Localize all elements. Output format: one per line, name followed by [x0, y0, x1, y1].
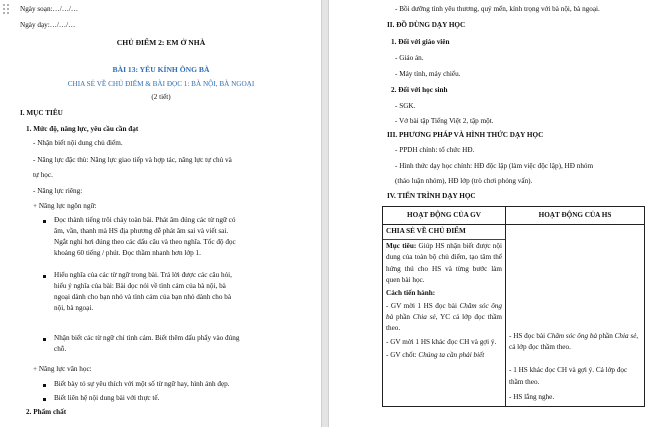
subsection-hoc-sinh: 2. Đối với học sinh — [391, 86, 448, 94]
hs-step: - HS lắng nghe. — [509, 392, 555, 401]
text-line: tự học. — [33, 171, 53, 179]
bullet-icon — [43, 275, 46, 278]
lesson-subtitle: CHIA SẺ VỀ CHỦ ĐIỂM & BÀI ĐỌC 1: BÀ NỘI, BÀ NGOẠI — [67, 80, 255, 88]
line: âm, vần, thanh mà HS địa phương dễ phát âm sai và viết sai. — [54, 227, 229, 236]
line: Ngắt nghỉ hơi đúng theo các dấu câu và theo nghĩa. Tốc độ đọc — [54, 238, 236, 247]
gv-step: - GV mời 1 HS khác đọc CH và gợi ý. — [386, 337, 497, 346]
bullet-item — [54, 333, 314, 355]
subsection-pham-chat: 2. Phẩm chất — [26, 408, 67, 416]
cach-tien-hanh-label: Cách tiến hành: — [386, 288, 436, 297]
subsection-nang-luc: 1. Mức độ, năng lực, yêu cầu cần đạt — [26, 125, 139, 133]
bullet-item: Biết bày tỏ sự yêu thích với một số từ ngữ hay, hình ảnh đẹp. — [54, 380, 230, 388]
lesson-plan-table — [382, 206, 645, 407]
muc-tieu-label: Mục tiêu: — [386, 242, 417, 251]
line: hiểu ý nghĩa của bài: Bài đọc nói về tình cảm của bà nội, bà — [54, 282, 226, 291]
text-line: - SGK. — [395, 102, 416, 110]
t: phần — [597, 332, 615, 341]
text-line: + Năng lực ngôn ngữ: — [33, 202, 97, 210]
ngay-day: Ngày dạy:…/…/… — [20, 21, 76, 29]
t: Chăm sóc ông bà — [546, 332, 598, 341]
hs-step: - 1 HS khác đọc CH và gợi ý. Cả lớp đọc thầm theo. — [509, 366, 628, 386]
text-line: - Năng lực đặc thù: Năng lực giao tiếp và hợp tác, năng lực tự chủ và — [33, 156, 232, 164]
text-line: - Giáo án. — [395, 54, 424, 62]
gv-cell — [383, 225, 506, 407]
t: - HS đọc bài — [509, 332, 547, 341]
muc-tieu-text: Giúp HS nhận biết được nội dung của toàn bộ chủ điểm, tạo tâm thế hứng thú cho HS và từng bước làm quen bài học. — [386, 242, 502, 284]
line: khoảng 60 tiếng / phút. Đọc thầm nhanh hơn lớp 1. — [54, 249, 201, 258]
t: - GV mời 1 HS đọc bài — [386, 302, 460, 311]
hs-cell — [506, 225, 645, 407]
section-label: CHIA SẺ VỀ CHỦ ĐIỂM — [386, 227, 466, 236]
line: Hiểu nghĩa của các từ ngữ trong bài. Trả lời được các câu hỏi, — [54, 271, 232, 279]
lesson-title: BÀI 13: YÊU KÍNH ÔNG BÀ — [112, 65, 210, 74]
gv-step — [386, 301, 502, 334]
t: phần — [393, 313, 413, 322]
subsection-giao-vien: 1. Đối với giáo viên — [391, 38, 450, 46]
line: Đọc thành tiếng trôi chảy toàn bài. Phát âm đúng các từ ngữ có — [54, 216, 236, 224]
text-line: + Năng lực văn học: — [33, 365, 92, 373]
text-line: (thảo luận nhóm), HĐ lớp (trò chơi phỏng vấn). — [395, 177, 533, 185]
t: Chia sẻ — [614, 332, 637, 341]
t: Chúng ta cần phải biết — [418, 350, 485, 359]
ngay-soan: Ngày soạn:…/…/… — [20, 5, 79, 13]
text-line: - PPDH chính: tổ chức HĐ. — [395, 146, 475, 154]
line: Nhận biết các từ ngữ chỉ tình cảm. Biết thêm dấu phẩy vào đúng — [54, 334, 240, 342]
bullet-item: Biết liên hệ nội dung bài với thực tế. — [54, 394, 160, 402]
theme-title: CHỦ ĐIỂM 2: EM Ở NHÀ — [116, 38, 206, 47]
table-header-row — [383, 207, 645, 225]
line: ngoại dành cho bạn nhỏ và tình cảm của bạn nhỏ dành cho bà — [54, 293, 232, 302]
table-move-handle-icon[interactable] — [3, 4, 11, 14]
t: Chăm sóc ông bà — [386, 302, 502, 322]
line: nội, bà ngoại. — [54, 304, 94, 313]
text-line: - Vở bài tập Tiếng Việt 2, tập một. — [395, 117, 494, 125]
periods: (2 tiết) — [151, 93, 171, 101]
section-muc-tieu: I. MỤC TIÊU — [20, 109, 63, 117]
t: , cả lớp đọc thầm theo. — [509, 332, 639, 352]
t: , YC cả lớp đọc thầm theo. — [386, 313, 502, 333]
section-tien-trinh: IV. TIẾN TRÌNH DẠY HỌC — [387, 192, 476, 200]
text-line: - Bồi dưỡng tình yêu thương, quý mến, kính trọng với bà nội, bà ngoại. — [395, 5, 600, 13]
document-page-left — [0, 0, 322, 427]
section-phuong-phap: III. PHƯƠNG PHÁP VÀ HÌNH THỨC DẠY HỌC — [387, 131, 544, 139]
hs-step — [509, 331, 641, 353]
text-line: - Hình thức dạy học chính: HĐ độc lập (làm việc độc lập), HĐ nhóm — [395, 162, 594, 170]
t: Chia sẻ — [412, 313, 436, 322]
bullet-icon — [43, 220, 46, 223]
line: chỗ. — [54, 345, 67, 354]
header-gv: HOẠT ĐỘNG CỦA GV — [383, 207, 506, 225]
table-row — [383, 225, 645, 407]
section-do-dung: II. ĐỒ DÙNG DẠY HỌC — [387, 21, 466, 29]
text-line: - Máy tính, máy chiếu. — [395, 70, 461, 78]
gv-step — [386, 350, 502, 361]
text-line: - Nhận biết nội dung chủ điểm. — [33, 139, 123, 147]
bullet-item — [54, 215, 314, 260]
muc-tieu — [386, 241, 502, 286]
bullet-icon — [43, 384, 46, 387]
t: - GV chốt: — [386, 350, 419, 359]
text-line: - Năng lực riêng: — [33, 187, 83, 195]
bullet-icon — [43, 338, 46, 341]
bullet-icon — [43, 398, 46, 401]
header-hs: HOẠT ĐỘNG CỦA HS — [506, 207, 645, 225]
bullet-item — [54, 270, 314, 315]
